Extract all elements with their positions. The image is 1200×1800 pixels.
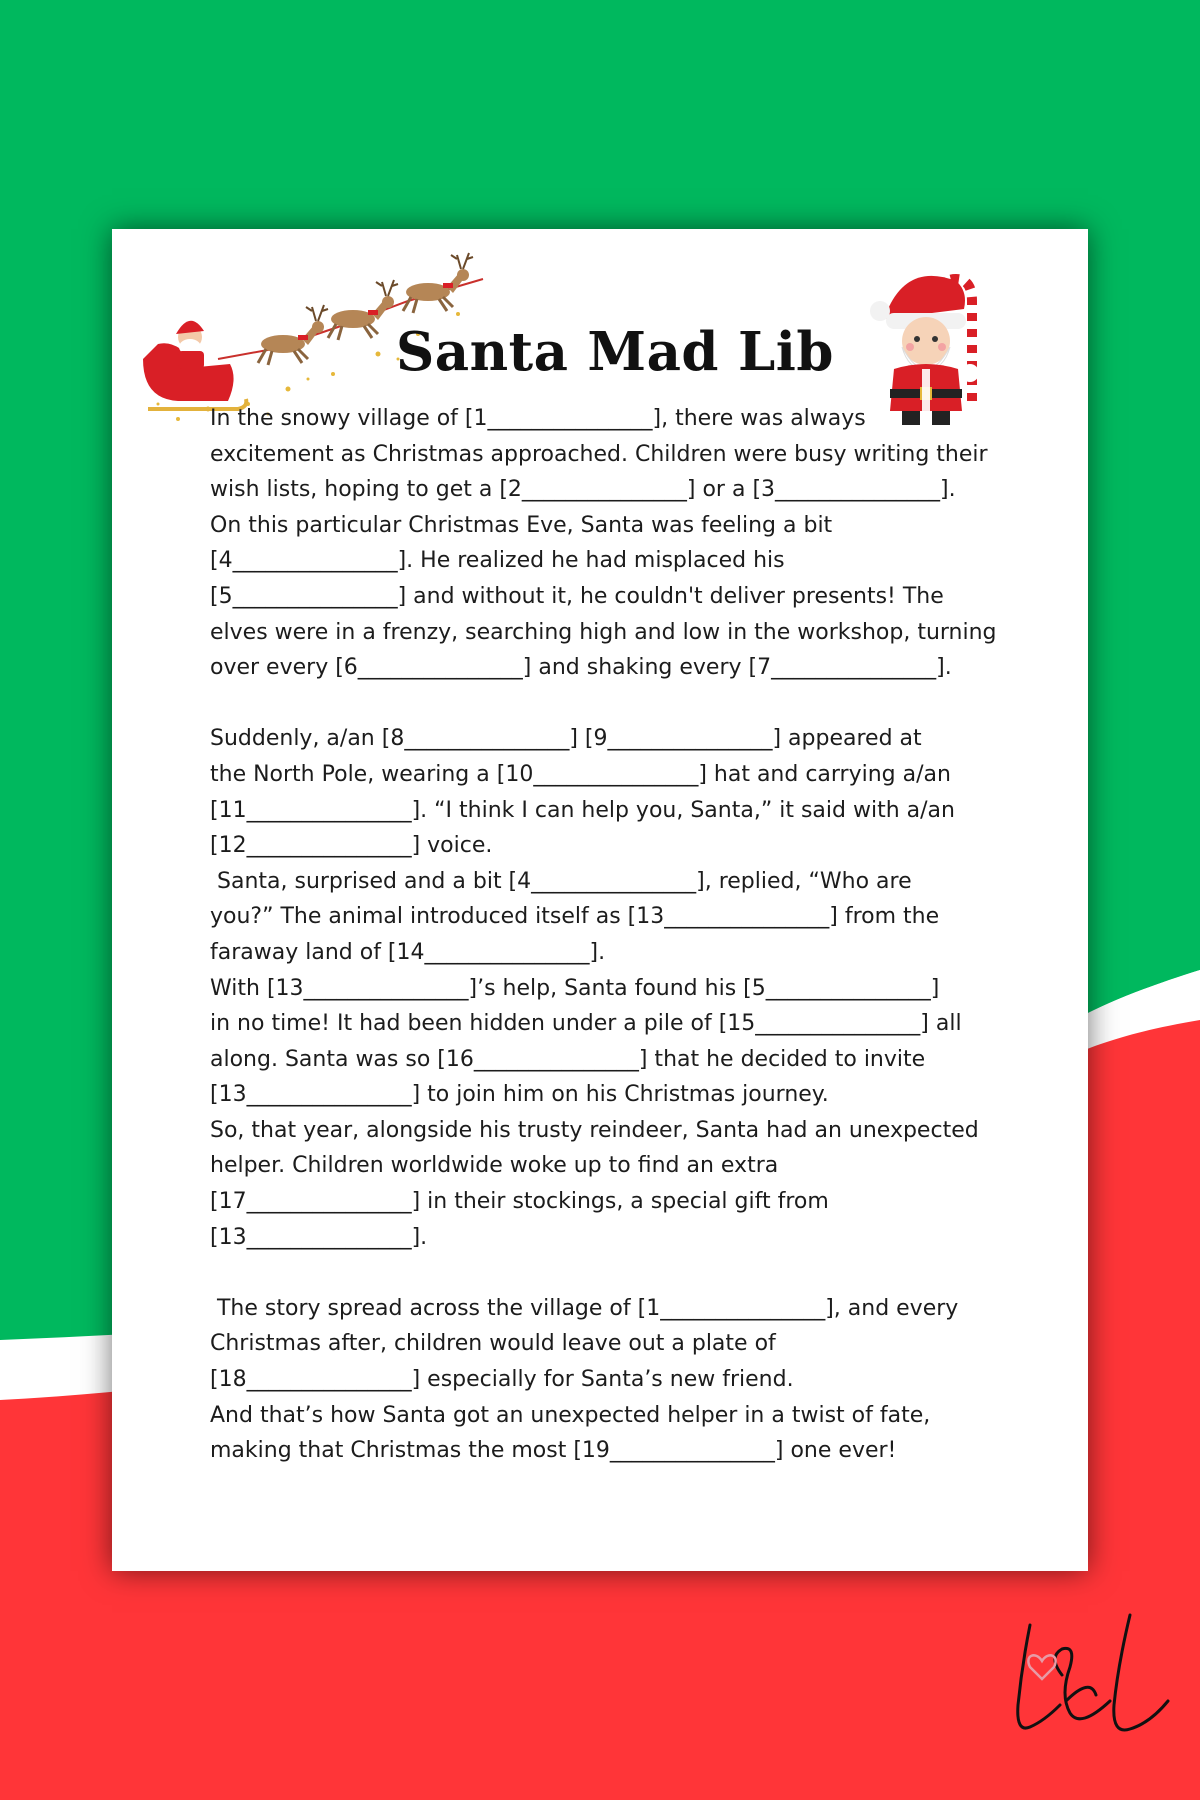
story-line: And that’s how Santa got an unexpected helper in a twist of fate, <box>210 1402 931 1428</box>
story-line: excitement as Christmas approached. Children were busy writing their <box>210 441 988 467</box>
story-line: [4_______________]. He realized he had misplaced his <box>210 548 785 574</box>
story-line: The story spread across the village of [1_______________], and every <box>210 1295 959 1321</box>
ll-heart-logo-icon <box>1000 1605 1180 1745</box>
story-line: elves were in a frenzy, searching high and low in the workshop, turning <box>210 619 997 645</box>
story-line: [11_______________]. “I think I can help you, Santa,” it said with a/an <box>210 797 955 823</box>
story-line: making that Christmas the most [19_______________] one ever! <box>210 1438 897 1464</box>
story-line: So, that year, alongside his trusty reindeer, Santa had an unexpected <box>210 1117 979 1143</box>
story-text <box>210 401 1030 1469</box>
story-line: Suddenly, a/an [8_______________] [9_______________] appeared at <box>210 726 922 752</box>
story-line: In the snowy village of [1_______________], there was always <box>210 406 866 431</box>
story-line: Santa, surprised and a bit [4_______________], replied, “Who are <box>210 868 912 894</box>
story-line: [18_______________] especially for Santa’s new friend. <box>210 1367 794 1393</box>
story-line: [12_______________] voice. <box>210 833 493 859</box>
story-line: [13_______________] to join him on his Christmas journey. <box>210 1082 829 1108</box>
story-line: Christmas after, children would leave out a plate of <box>210 1331 776 1357</box>
story-line: in no time! It had been hidden under a pile of [15_______________] all <box>210 1011 962 1037</box>
story-line: over every [6_______________] and shaking every [7_______________]. <box>210 655 952 681</box>
story-line: along. Santa was so [16_______________] that he decided to invite <box>210 1046 926 1072</box>
story-line: faraway land of [14_______________]. <box>210 939 606 965</box>
story-line: the North Pole, wearing a [10_______________] hat and carrying a/an <box>210 761 951 787</box>
story-line: helper. Children worldwide woke up to find an extra <box>210 1153 779 1179</box>
story-line: [17_______________] in their stockings, a special gift from <box>210 1189 829 1215</box>
story-line: wish lists, hoping to get a [2_______________] or a [3_______________]. <box>210 477 956 503</box>
story-line: [13_______________]. <box>210 1224 428 1250</box>
story-line: With [13_______________]’s help, Santa found his [5_______________] <box>210 975 940 1001</box>
story-blank-line <box>210 686 1030 722</box>
mad-lib-sheet <box>112 229 1088 1571</box>
story-line: [5_______________] and without it, he couldn't deliver presents! The <box>210 583 944 609</box>
story-blank-line <box>210 1255 1030 1291</box>
page-title: Santa Mad Lib <box>396 321 834 383</box>
story-line: On this particular Christmas Eve, Santa was feeling a bit <box>210 512 833 538</box>
story-line: you?” The animal introduced itself as [13_______________] from the <box>210 904 940 930</box>
